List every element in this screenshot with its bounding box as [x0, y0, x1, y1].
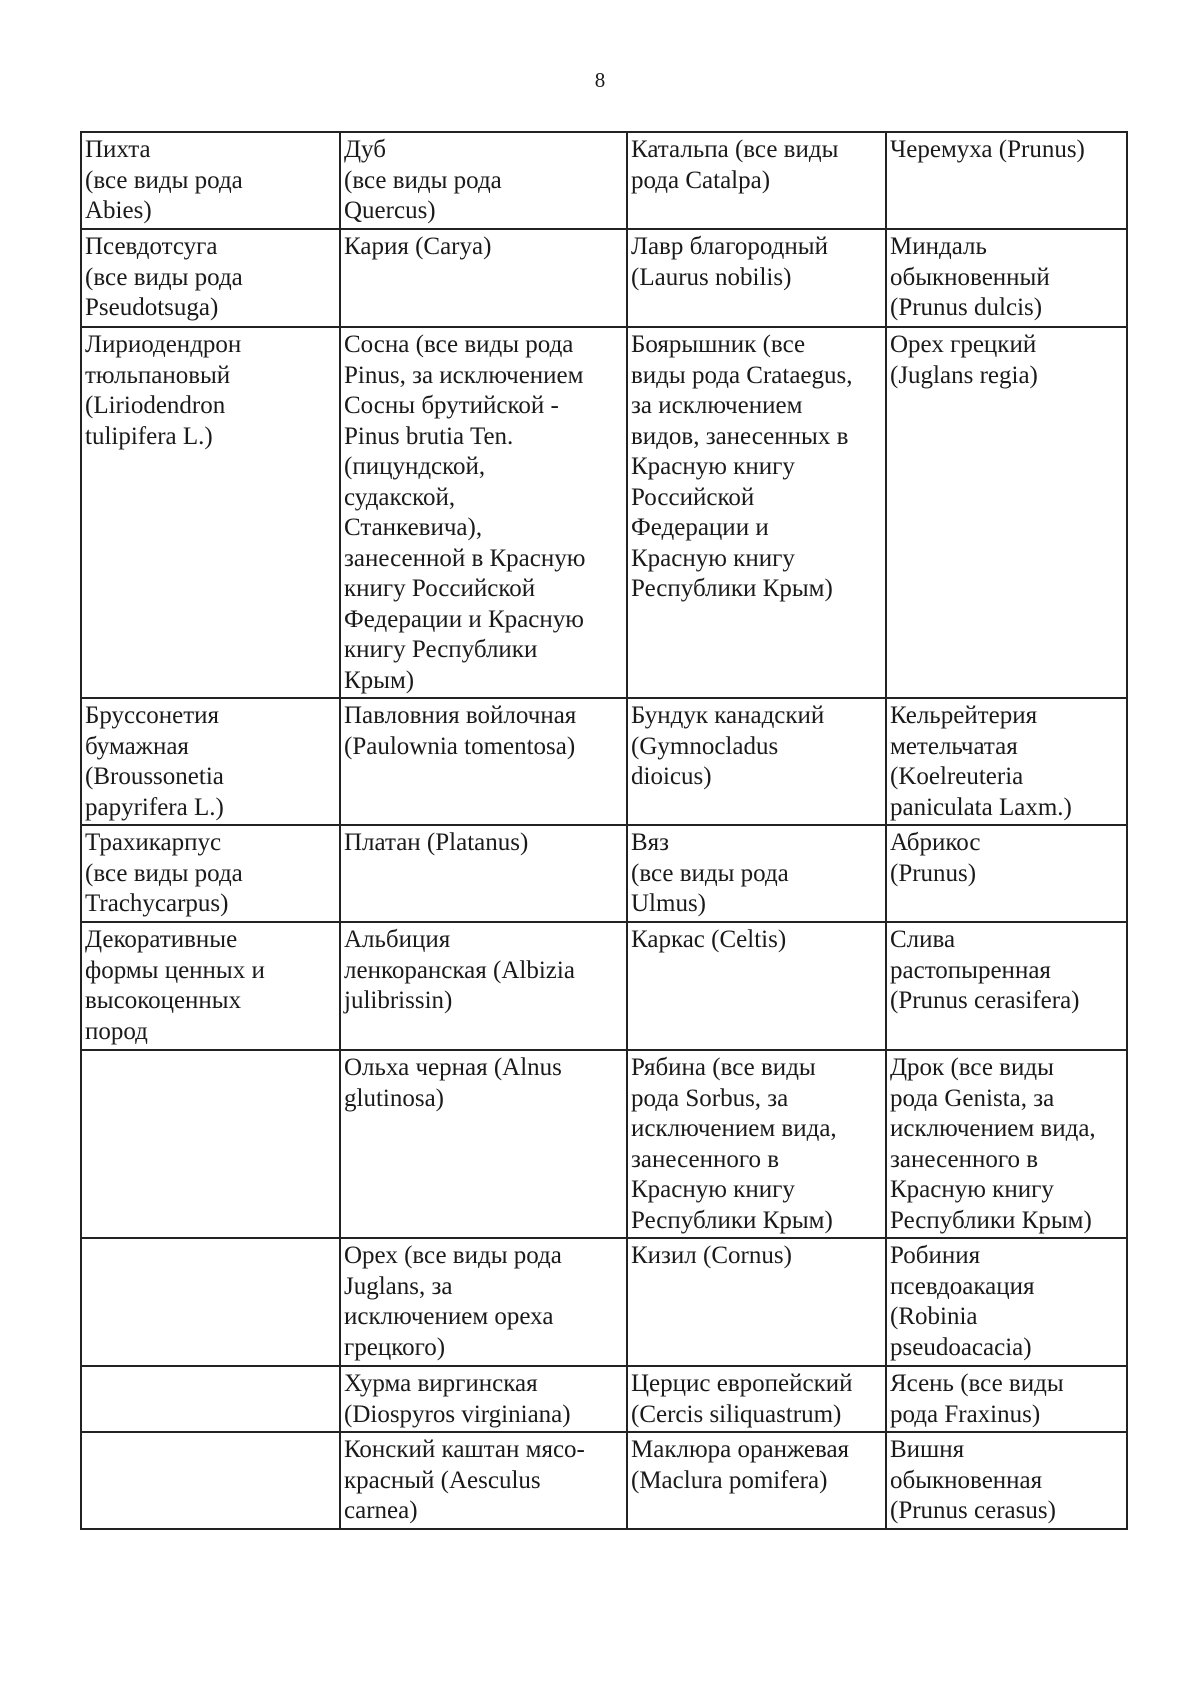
table-row	[81, 327, 1127, 698]
page-number: 8	[594, 68, 606, 92]
table-cell: Рябина (все виды рода Sorbus, за исключением вида, занесенного в Красную книгу Республики Крым)	[627, 1050, 886, 1238]
table-cell: Черемуха (Prunus)	[886, 132, 1127, 229]
table-cell: Альбиция ленкоранская (Albizia julibrissin)	[340, 922, 627, 1050]
table-cell: Орех (все виды рода Juglans, за исключением ореха грецкого)	[340, 1238, 627, 1366]
table-cell: Ясень (все виды рода Fraxinus)	[886, 1366, 1127, 1432]
table-cell: Лириодендрон тюльпановый (Liriodendron tulipifera L.)	[81, 327, 340, 698]
table-cell: Трахикарпус (все виды рода Trachycarpus)	[81, 825, 340, 922]
table-cell: Боярышник (все виды рода Crataegus, за исключением видов, занесенных в Красную книгу Российской Федерации и Красную книгу Республики Крым)	[627, 327, 886, 698]
table-cell	[81, 1432, 340, 1529]
table-row	[81, 698, 1127, 825]
table-cell: Каркас (Celtis)	[627, 922, 886, 1050]
table-cell: Слива растопыренная (Prunus cerasifera)	[886, 922, 1127, 1050]
table-row	[81, 825, 1127, 922]
table-row	[81, 1366, 1127, 1432]
table-cell: Декоративные формы ценных и высокоценных пород	[81, 922, 340, 1050]
table-cell: Бруссонетия бумажная (Broussonetia papyrifera L.)	[81, 698, 340, 825]
table-cell: Кельрейтерия метельчатая (Koelreuteria paniculata Laxm.)	[886, 698, 1127, 825]
table-cell: Вяз (все виды рода Ulmus)	[627, 825, 886, 922]
table-cell: Псевдотсуга (все виды рода Pseudotsuga)	[81, 229, 340, 327]
table-cell	[81, 1366, 340, 1432]
table-row	[81, 132, 1127, 229]
table-cell: Маклюра оранжевая (Maclura pomifera)	[627, 1432, 886, 1529]
table-cell: Миндаль обыкновенный (Prunus dulcis)	[886, 229, 1127, 327]
table-row	[81, 1050, 1127, 1238]
table-cell: Бундук канадский (Gymnocladus dioicus)	[627, 698, 886, 825]
table-cell: Дрок (все виды рода Genista, за исключением вида, занесенного в Красную книгу Республики Крым)	[886, 1050, 1127, 1238]
table-cell: Катальпа (все виды рода Catalpa)	[627, 132, 886, 229]
table-cell: Дуб (все виды рода Quercus)	[340, 132, 627, 229]
table-row	[81, 1238, 1127, 1366]
table-cell	[81, 1050, 340, 1238]
table-cell: Робиния псевдоакация (Robinia pseudoacacia)	[886, 1238, 1127, 1366]
table-cell	[81, 1238, 340, 1366]
table-cell: Пихта (все виды рода Abies)	[81, 132, 340, 229]
table-cell: Платан (Platanus)	[340, 825, 627, 922]
table-cell: Хурма виргинская (Diospyros virginiana)	[340, 1366, 627, 1432]
table-cell: Орех грецкий (Juglans regia)	[886, 327, 1127, 698]
table-row	[81, 922, 1127, 1050]
table-row	[81, 1432, 1127, 1529]
table-cell: Вишня обыкновенная (Prunus cerasus)	[886, 1432, 1127, 1529]
table-cell: Лавр благородный (Laurus nobilis)	[627, 229, 886, 327]
table-cell: Церцис европейский (Cercis siliquastrum)	[627, 1366, 886, 1432]
table-cell: Павловния войлочная (Paulownia tomentosa)	[340, 698, 627, 825]
table-cell: Кария (Carya)	[340, 229, 627, 327]
table-row	[81, 229, 1127, 327]
table-cell: Конский каштан мясо- красный (Aesculus carnea)	[340, 1432, 627, 1529]
table-cell: Кизил (Cornus)	[627, 1238, 886, 1366]
table-cell: Ольха черная (Alnus glutinosa)	[340, 1050, 627, 1238]
table-cell: Сосна (все виды рода Pinus, за исключением Сосны брутийской - Pinus brutia Ten. (пицундской, судакской, Станкевича), занесенной в Красную книгу Российской Федерации и Красную книгу Республики Крым)	[340, 327, 627, 698]
species-table	[80, 131, 1128, 1530]
table-cell: Абрикос (Prunus)	[886, 825, 1127, 922]
